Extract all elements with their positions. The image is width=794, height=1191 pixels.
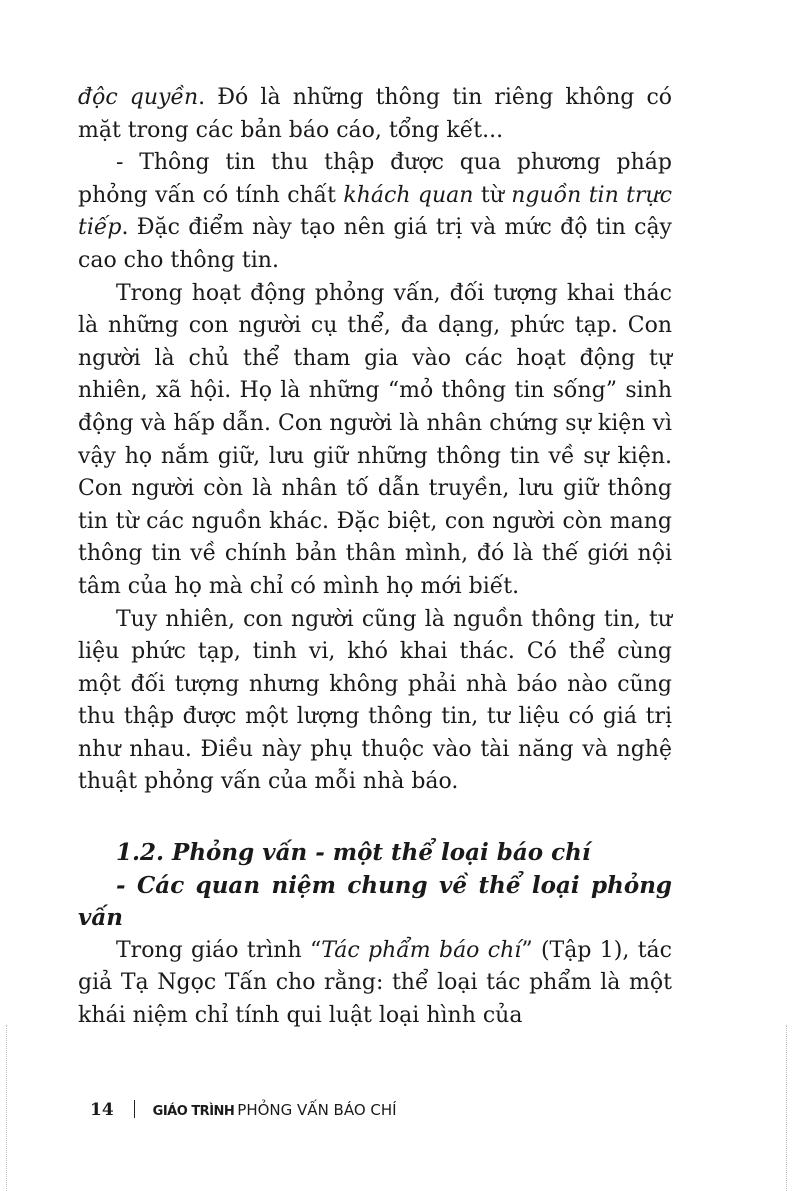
left-margin-dots — [6, 1025, 8, 1191]
paragraph-exclusive-info — [78, 82, 672, 147]
paragraph-complexity: Tuy nhiên, con người cũng là nguồn thông tin, tư liệu phức tạp, tinh vi, khó khai thác. Có thể cùng một đối tượng nhưng không phải nhà báo nào cũng thu thập được một lượng thông tin, tư liệu có giá trị như nhau. Điều này phụ thuộc vào tài năng và nghệ thuật phỏng vấn của mỗi nhà báo. — [78, 606, 672, 795]
paragraph-objective-info — [78, 147, 672, 277]
italic-term-direct-source: nguồn tin trực tiếp — [78, 182, 673, 241]
italic-term-objective: khách quan — [343, 182, 474, 208]
paragraph-text: Trong giáo trình “ — [116, 937, 322, 963]
section-heading: 1.2. Phỏng vấn - một thể loại báo chí — [116, 839, 591, 867]
paragraph-text: - Thông tin thu thập được qua phương pháp phỏng vấn có tính chất — [78, 150, 672, 208]
italic-book-title: Tác phẩm báo chí — [321, 937, 522, 963]
book-title: PHỎNG VẤN BÁO CHÍ — [237, 1101, 397, 1119]
italic-term-exclusive: độc quyền — [78, 85, 199, 110]
paragraph-text: từ — [473, 182, 512, 208]
paragraph-genre-definition — [78, 935, 672, 1033]
right-margin-dots — [786, 1025, 788, 1191]
page-number: 14 — [90, 1100, 114, 1120]
footer-divider — [134, 1100, 135, 1118]
paragraph-text: . Đặc điểm này tạo nên giá trị và mức độ tin cậy cao cho thông tin. — [78, 215, 672, 273]
paragraph-interview-subjects: Trong hoạt động phỏng vấn, đối tượng khai thác là những con người cụ thể, đa dạng, phức tạp. Con người là chủ thể tham gia vào các hoạt động tự nhiên, xã hội. Họ là những “mỏ thông tin sống” sinh động và hấp dẫn. Con người là nhân chứng sự kiện vì vậy họ nắm giữ, lưu giữ những thông tin về sự kiện. Con người còn là nhân tố dẫn truyền, lưu giữ thông tin từ các nguồn khác. Đặc biệt, con người còn mang thông tin về chính bản thân mình, đó là thế giới nội tâm của họ mà chỉ có mình họ mới biết. — [78, 280, 672, 599]
book-title-bold: GIÁO TRÌNH — [152, 1104, 235, 1119]
page-footer — [90, 1097, 397, 1120]
paragraph-text: . Đó là những thông tin riêng không có mặt trong các bản báo cáo, tổng kết... — [78, 85, 673, 143]
page-body — [78, 82, 672, 1033]
subsection-heading: - Các quan niệm chung về thể loại phỏng vấn — [78, 871, 672, 932]
paragraph-text: ” (Tập 1), tác giả Tạ Ngọc Tấn cho rằng: thể loại tác phẩm là một khái niệm chỉ tính qui luật loại hình của — [78, 937, 672, 1029]
